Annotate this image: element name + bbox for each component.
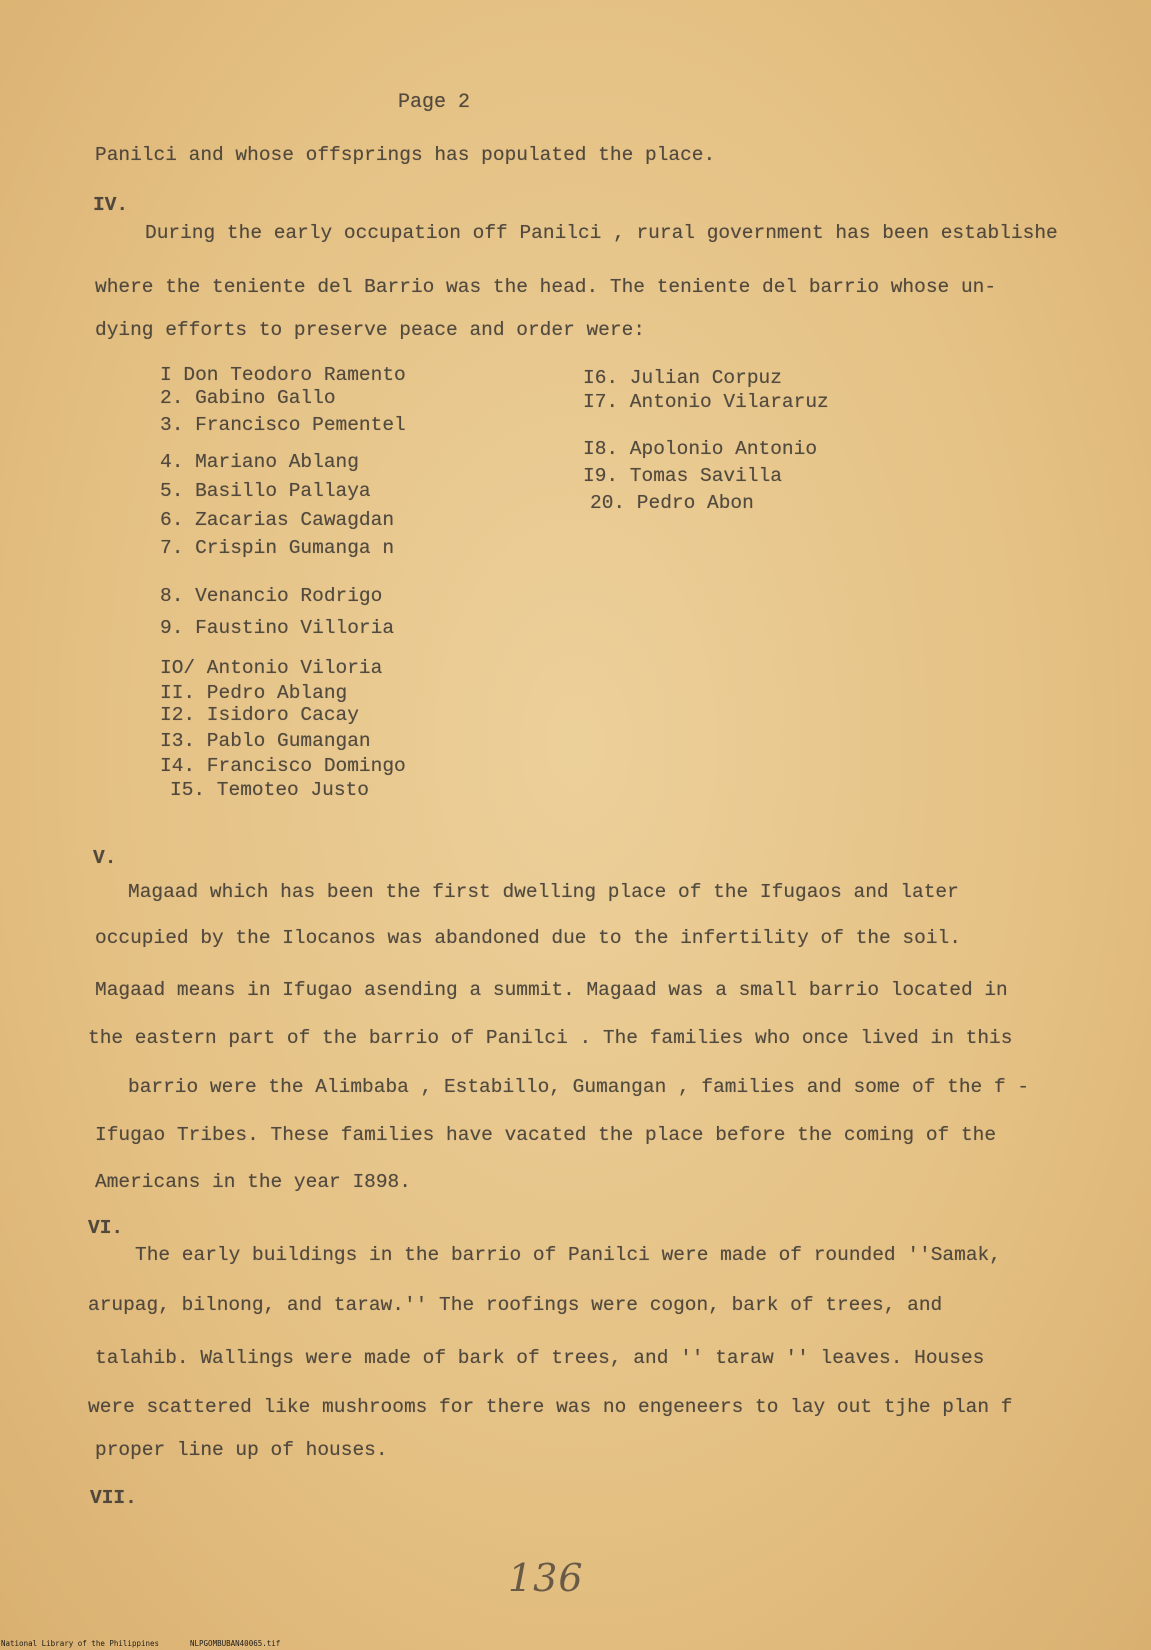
section-v-line: Ifugao Tribes. These families have vacated the place before the coming of the	[95, 1124, 997, 1146]
section-iv-heading: IV.	[93, 194, 129, 216]
section-iv-line: where the teniente del Barrio was the head. The teniente del barrio whose un-	[95, 276, 997, 298]
section-v-heading: V.	[93, 847, 117, 869]
section-vi-heading: VI.	[88, 1217, 124, 1239]
official-list-item: 8. Venancio Rodrigo	[160, 585, 383, 607]
section-vi-line: The early buildings in the barrio of Panilci were made of rounded ''Samak,	[135, 1244, 1001, 1266]
official-list-item: I5. Temoteo Justo	[170, 779, 369, 801]
official-list-item: I6. Julian Corpuz	[583, 367, 782, 389]
official-list-item: 20. Pedro Abon	[590, 492, 754, 514]
section-v-line: Americans in the year I898.	[95, 1171, 411, 1193]
section-v-line: occupied by the Ilocanos was abandoned due to the infertility of the soil.	[95, 927, 961, 949]
official-list-item: I9. Tomas Savilla	[583, 465, 782, 487]
footer-library-name: National Library of the Philippines	[1, 1639, 160, 1648]
official-list-item: I8. Apolonio Antonio	[583, 438, 818, 460]
official-list-item: II. Pedro Ablang	[160, 682, 348, 704]
section-v-line: barrio were the Alimbaba , Estabillo, Gumangan , families and some of the f -	[128, 1076, 1030, 1098]
official-list-item: 6. Zacarias Cawagdan	[160, 509, 395, 531]
official-list-item: I Don Teodoro Ramento	[160, 364, 406, 386]
section-iv-line: dying efforts to preserve peace and order were:	[95, 319, 645, 341]
section-v-line: Magaad which has been the first dwelling place of the Ifugaos and later	[128, 881, 959, 903]
section-vi-line: were scattered like mushrooms for there was no engeneers to lay out tjhe plan f	[88, 1396, 1013, 1418]
section-v-line: the eastern part of the barrio of Panilci . The families who once lived in this	[88, 1027, 1013, 1049]
section-vii-heading: VII.	[90, 1487, 137, 1509]
official-list-item: I4. Francisco Domingo	[160, 755, 406, 777]
official-list-item: IO/ Antonio Viloria	[160, 657, 383, 679]
official-list-item: I7. Antonio Vilararuz	[583, 391, 829, 413]
official-list-item: 7. Crispin Gumanga n	[160, 537, 395, 559]
section-iv-line: During the early occupation off Panilci , rural government has been establishe	[145, 222, 1058, 244]
footer-filename: NLPGOMBUBAN40065.tif	[190, 1639, 281, 1648]
section-vi-line: arupag, bilnong, and taraw.'' The roofings were cogon, bark of trees, and	[88, 1294, 943, 1316]
handwritten-page-number: 136	[508, 1556, 584, 1600]
official-list-item: 3. Francisco Pementel	[160, 414, 406, 436]
official-list-item: 4. Mariano Ablang	[160, 451, 359, 473]
section-vi-line: talahib. Wallings were made of bark of trees, and '' taraw '' leaves. Houses	[95, 1347, 985, 1369]
official-list-item: 9. Faustino Villoria	[160, 617, 395, 639]
official-list-item: I2. Isidoro Cacay	[160, 704, 359, 726]
section-vi-line: proper line up of houses.	[95, 1439, 388, 1461]
official-list-item: I3. Pablo Gumangan	[160, 730, 371, 752]
intro-line: Panilci and whose offsprings has populated the place.	[95, 144, 716, 166]
section-v-line: Magaad means in Ifugao asending a summit. Magaad was a small barrio located in	[95, 979, 1008, 1001]
official-list-item: 2. Gabino Gallo	[160, 387, 336, 409]
official-list-item: 5. Basillo Pallaya	[160, 480, 371, 502]
page-header: Page 2	[398, 91, 471, 114]
